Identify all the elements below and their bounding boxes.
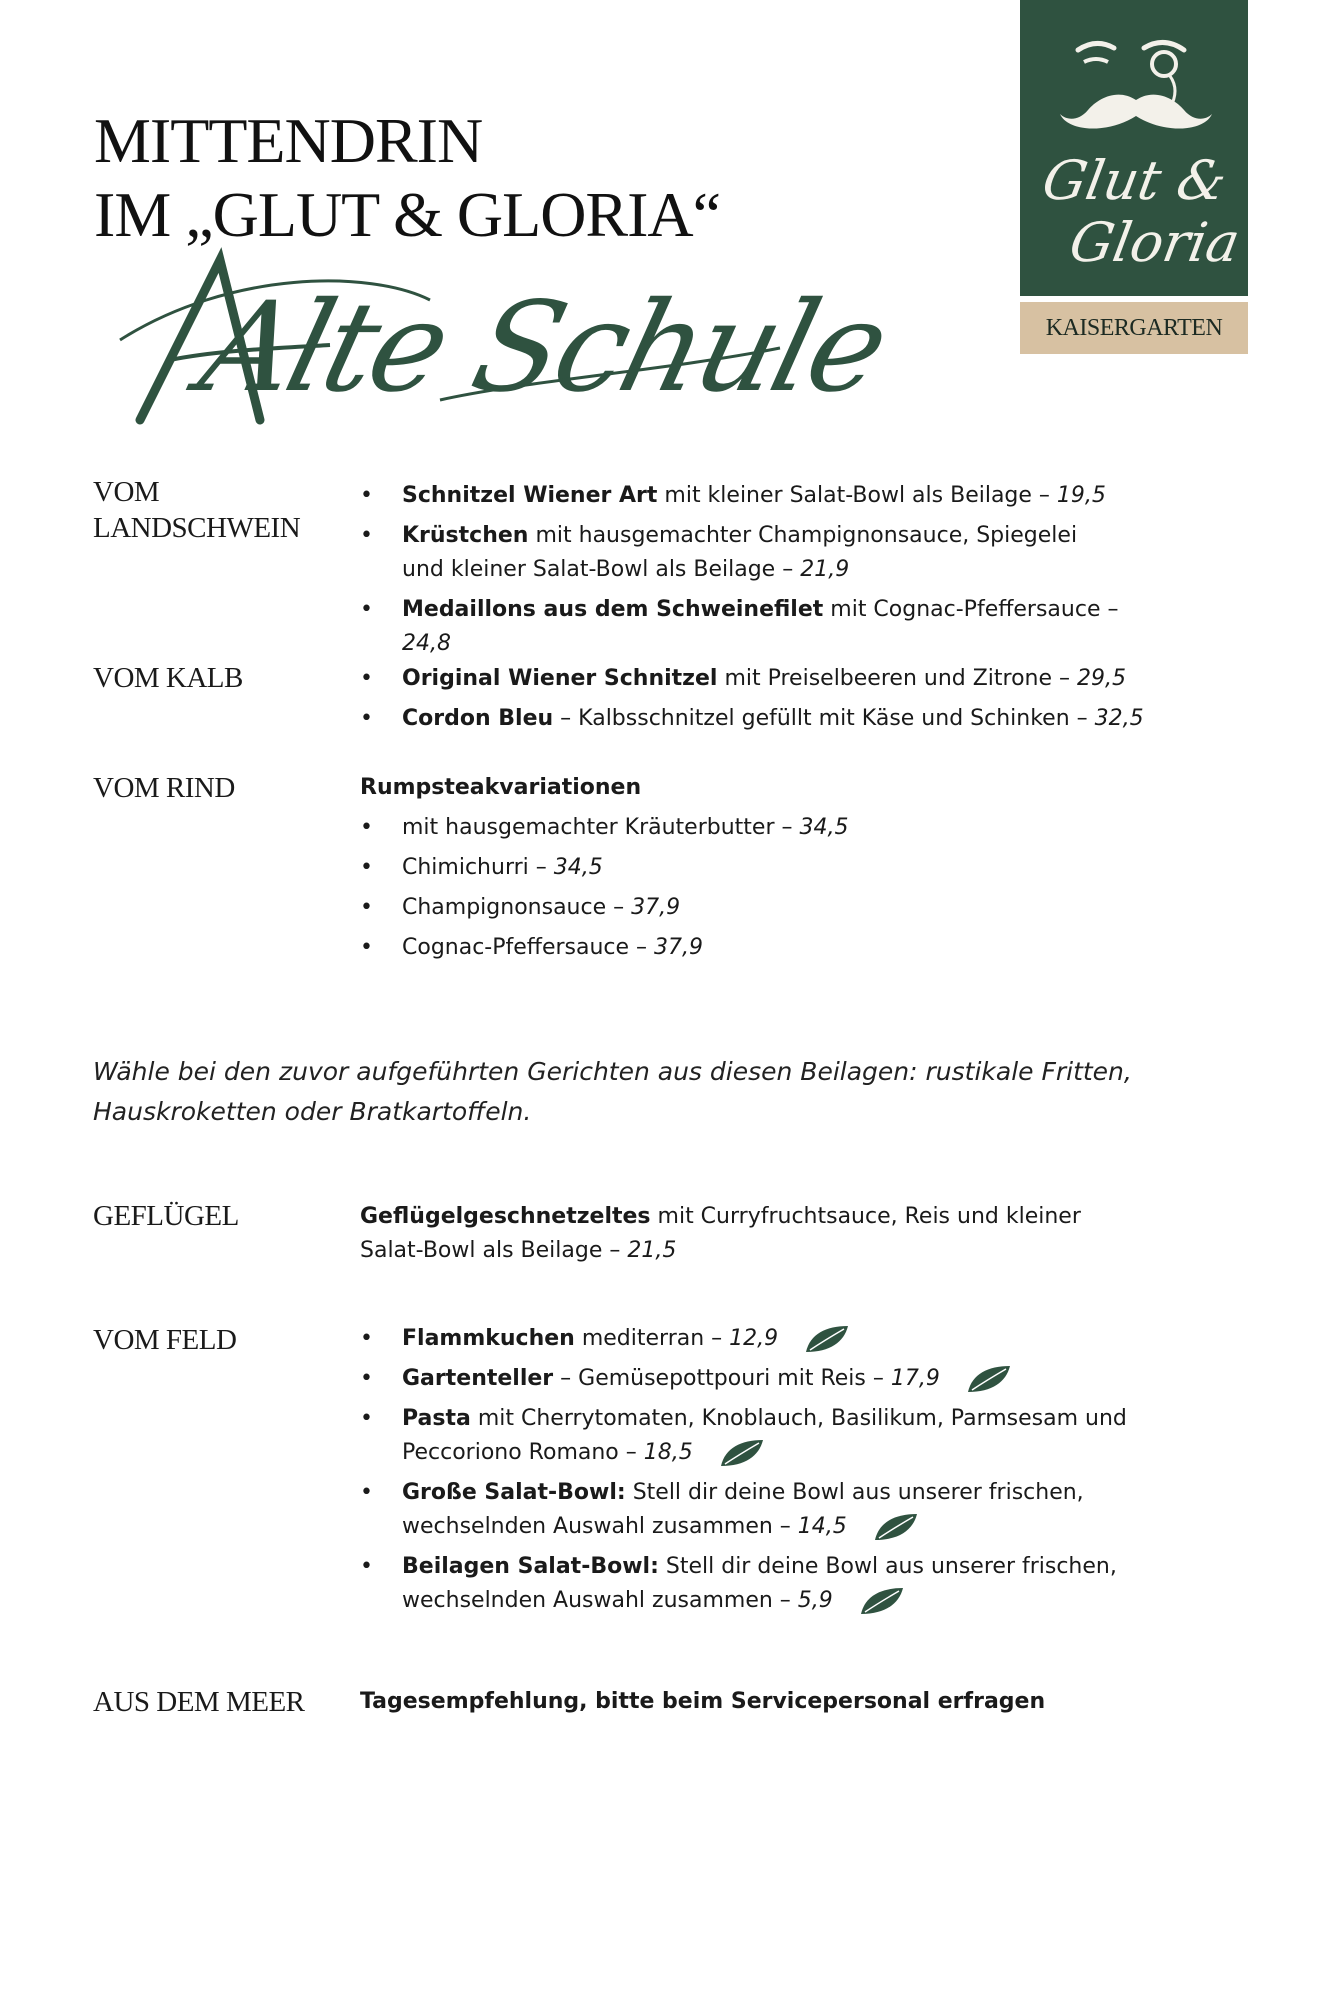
menu-item	[360, 811, 1190, 845]
menu-item	[360, 891, 1190, 925]
menu-item	[360, 702, 1190, 736]
dish-name: Flammkuchen	[402, 1326, 575, 1351]
dish-name: Original Wiener Schnitzel	[402, 666, 718, 691]
dish-price: 21,5	[627, 1238, 677, 1263]
script-title-text: Alte Schule	[187, 274, 899, 420]
category-label-line-2: LANDSCHWEIN	[93, 512, 301, 544]
dish-price: 32,5	[1094, 706, 1144, 731]
logo-green-panel	[1020, 0, 1248, 296]
menu-item	[360, 1476, 1190, 1544]
category-vom-feld: VOM FELD	[93, 1324, 237, 1356]
menu-item	[360, 519, 1120, 587]
dish-desc: mediterran –	[574, 1326, 730, 1351]
menu-item	[360, 479, 1120, 513]
logo-band-kaisergarten: KAISERGARTEN	[1020, 302, 1248, 354]
rind-items	[360, 771, 1190, 971]
vegetarian-leaf-icon	[873, 1512, 919, 1542]
landschwein-items	[360, 479, 1120, 667]
dish-desc: mit Preiselbeeren und Zitrone –	[717, 666, 1078, 691]
dish-price: 37,9	[631, 895, 681, 920]
dish-price: 21,9	[800, 557, 850, 582]
logo-name-line-2: Gloria	[1065, 211, 1245, 274]
kalb-items	[360, 662, 1190, 742]
dish-price: 34,5	[799, 815, 849, 840]
menu-item	[360, 931, 1190, 965]
dish-desc: mit Cherrytomaten, Knoblauch, Basilikum, Parmsesam und Peccoriono Romano –	[402, 1406, 1127, 1465]
dish-name: Geflügelgeschnetzeltes	[360, 1204, 651, 1229]
menu-item	[360, 593, 1120, 661]
menu-item	[360, 1550, 1190, 1618]
dish-desc: – Gemüsepottpouri mit Reis –	[553, 1366, 891, 1391]
category-aus-dem-meer: AUS DEM MEER	[93, 1686, 305, 1718]
title-line-2: IM „GLUT & GLORIA“	[94, 179, 721, 250]
category-vom-kalb: VOM KALB	[93, 662, 243, 694]
category-vom-landschwein	[93, 474, 300, 546]
dish-name: Große Salat-Bowl:	[402, 1480, 626, 1505]
dish-price: 34,5	[553, 855, 603, 880]
dish-name: Medaillons aus dem Schweinefilet	[402, 597, 824, 622]
dish-name: Schnitzel Wiener Art	[402, 483, 658, 508]
category-label-line-1: VOM	[93, 476, 160, 508]
dish-price: 14,5	[797, 1514, 847, 1539]
vegetarian-leaf-icon	[804, 1324, 850, 1354]
category-vom-rind: VOM RIND	[93, 772, 235, 804]
logo-name-line-1: Glut &	[1038, 149, 1232, 212]
dish-price: 17,9	[890, 1366, 940, 1391]
dish-desc: Chimichurri –	[402, 855, 554, 880]
script-title-alte-schule	[110, 230, 899, 435]
title-line-1: MITTENDRIN	[94, 105, 483, 176]
dish-name: Gartenteller	[402, 1366, 554, 1391]
dish-price: 18,5	[643, 1440, 693, 1465]
mustache-monocle-icon	[1058, 28, 1218, 138]
feld-items	[360, 1322, 1190, 1624]
vegetarian-leaf-icon	[719, 1438, 765, 1468]
dish-desc: Champignonsauce –	[402, 895, 632, 920]
dish-price: 19,5	[1056, 483, 1106, 508]
logo-wordmark	[1027, 150, 1249, 274]
dish-desc: – Kalbsschnitzel gefüllt mit Käse und Schinken –	[553, 706, 1095, 731]
dish-desc: Cognac-Pfeffersauce –	[402, 935, 655, 960]
menu-item	[360, 1362, 1190, 1396]
dish-price: 5,9	[797, 1588, 833, 1613]
dish-price: 37,9	[654, 935, 704, 960]
gefluegel-item	[360, 1200, 1150, 1268]
dish-name: Beilagen Salat-Bowl:	[402, 1554, 659, 1579]
dish-desc: mit hausgemachter Kräuterbutter –	[402, 815, 800, 840]
dish-desc: mit hausgemachter Champignonsauce, Spiegelei und kleiner Salat-Bowl als Beilage –	[402, 523, 1078, 582]
menu-item	[360, 662, 1190, 696]
dish-desc: Stell dir deine Bowl aus unserer frischen, wechselnden Auswahl zusammen –	[402, 1480, 1084, 1539]
dish-desc: mit Curryfruchtsauce, Reis und kleiner Salat-Bowl als Beilage –	[360, 1204, 1081, 1263]
dish-desc: mit Cognac-Pfeffersauce –	[823, 597, 1119, 622]
dish-name: Cordon Bleu	[402, 706, 554, 731]
dish-name: Krüstchen	[402, 523, 529, 548]
dish-price: 29,5	[1077, 666, 1126, 691]
menu-item	[360, 1402, 1190, 1470]
dish-name: Pasta	[402, 1406, 471, 1431]
dish-price: 12,9	[729, 1326, 779, 1351]
dish-price: 24,8	[402, 631, 451, 656]
vegetarian-leaf-icon	[859, 1586, 905, 1616]
brand-logo	[1020, 0, 1248, 354]
rumpsteak-subheading: Rumpsteakvariationen	[360, 775, 642, 800]
menu-item	[360, 851, 1190, 885]
meer-recommendation: Tagesempfehlung, bitte beim Servicepersonal erfragen	[360, 1689, 1046, 1714]
menu-item	[360, 1322, 1190, 1356]
vegetarian-leaf-icon	[966, 1364, 1012, 1394]
dish-desc: mit kleiner Salat-Bowl als Beilage –	[657, 483, 1057, 508]
side-dish-note: Wähle bei den zuvor aufgeführten Gerichten aus diesen Beilagen: rustikale Fritten, Hauskroketten oder Bratkartoffeln.	[93, 1057, 1132, 1126]
dish-desc: Stell dir deine Bowl aus unserer frischen, wechselnden Auswahl zusammen –	[402, 1554, 1117, 1613]
category-gefluegel: GEFLÜGEL	[93, 1200, 239, 1232]
